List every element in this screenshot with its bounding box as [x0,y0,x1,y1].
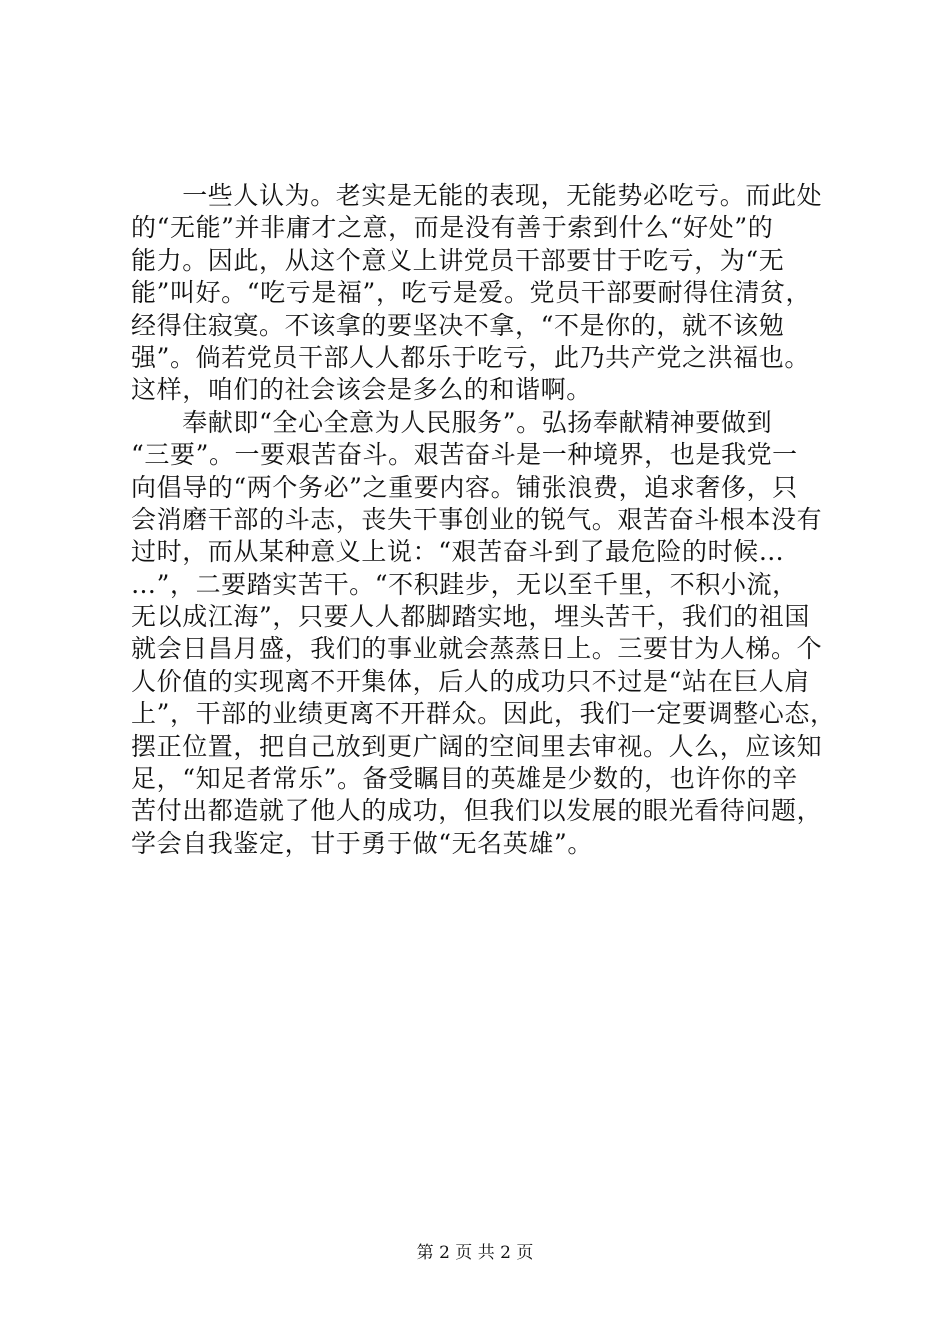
text-line: 学会自我鉴定，甘于勇于做“无名英雄”。 [131,828,593,858]
text-line: 会消磨干部的斗志，丧失干事创业的锐气。艰苦奋斗根本没有 [131,504,823,534]
text-line: 就会日昌月盛，我们的事业就会蒸蒸日上。三要甘为人梯。个 [131,634,823,664]
text-line: 经得住寂寞。不该拿的要坚决不拿，“不是你的，就不该勉 [131,310,785,340]
text-line: 摆正位置，把自己放到更广阔的空间里去审视。人么，应该知 [131,731,823,761]
text-line: 的“无能”并非庸才之意，而是没有善于索到什么“好处”的 [131,213,774,243]
text-line: 足，“知足者常乐”。备受瞩目的英雄是少数的，也许你的辛 [131,764,798,794]
text-line: “三要”。一要艰苦奋斗。艰苦奋斗是一种境界，也是我党一 [131,440,798,470]
text-line: 一些人认为。老实是无能的表现，无能势必吃亏。而此处 [131,181,823,210]
text-line: 人价值的实现离不开集体，后人的成功只不过是“站在巨人肩 [131,666,810,696]
text-line: …”，二要踏实苦干。“不积跬步，无以至千里，不积小流， [131,569,798,599]
text-line: 能”叫好。“吃亏是福”，吃亏是爱。党员干部要耐得住清贫， [131,278,812,308]
text-line: 向倡导的“两个务必”之重要内容。铺张浪费，追求奢侈，只 [131,472,798,502]
text-line: 苦付出都造就了他人的成功，但我们以发展的眼光看待问题， [131,796,823,826]
text-line: 奉献即“全心全意为人民服务”。弘扬奉献精神要做到 [131,407,773,437]
text-line: 无以成江海”，只要人人都脚踏实地，埋头苦干，我们的祖国 [131,602,810,632]
text-line: 这样，咱们的社会该会是多么的和谐啊。 [131,375,592,405]
text-line: 强”。倘若党员干部人人都乐于吃亏，此乃共产党之洪福也。 [131,342,810,372]
text-line: 能力。因此，从这个意义上讲党员干部要甘于吃亏，为“无 [131,245,785,275]
text-line: 过时，而从某种意义上说：“艰苦奋斗到了最危险的时候… [131,537,785,567]
text-line: 上”，干部的业绩更离不开群众。因此，我们一定要调整心态， [131,699,836,729]
body-text [131,180,836,860]
page-footer: 第 2 页 共 2 页 [416,1243,534,1263]
